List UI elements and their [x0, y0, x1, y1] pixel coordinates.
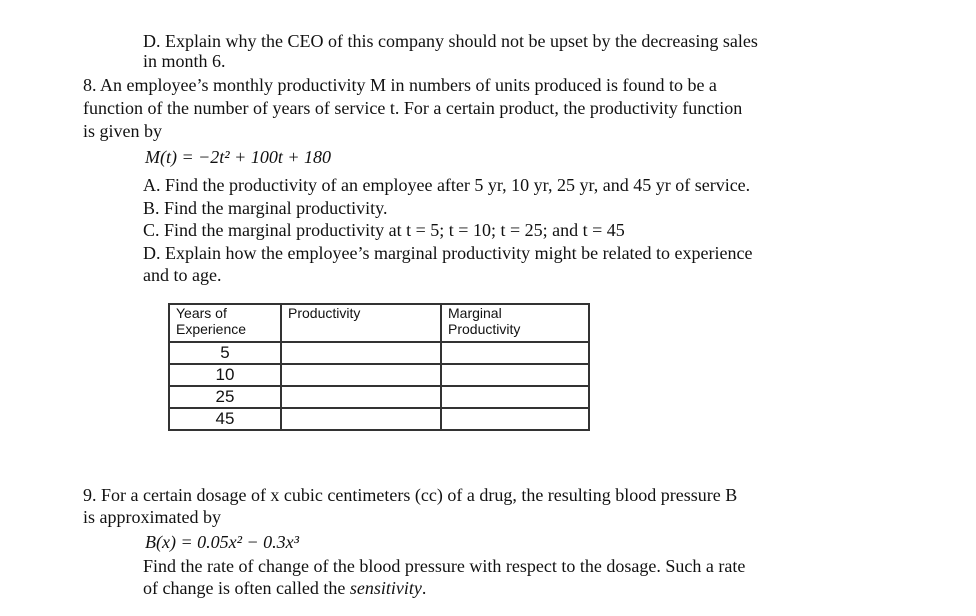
table-cell-marginal — [441, 342, 589, 364]
productivity-table — [168, 303, 590, 431]
table-row — [169, 364, 589, 386]
header-productivity — [281, 304, 441, 342]
table-cell-years: 5 — [169, 342, 281, 364]
table-row — [169, 408, 589, 430]
q9-equation — [145, 531, 299, 553]
table-cell-productivity — [281, 364, 441, 386]
table-cell-marginal — [441, 408, 589, 430]
table-row — [169, 342, 589, 364]
q8-equation — [145, 146, 331, 168]
header-years-of-experience — [169, 304, 281, 342]
prev-part-d-line2: in month 6. — [143, 51, 226, 71]
header-marginal-productivity — [441, 304, 589, 342]
q9-task-line2-prefix: of change is often called the — [143, 578, 346, 598]
header-productivity-line1: Productivity — [288, 305, 361, 321]
q8-equation-text: M(t) = −2t² + 100t + 180 — [145, 147, 331, 167]
q8-intro-line3: is given by — [83, 121, 162, 141]
header-years-line1: Years of — [176, 305, 227, 321]
q9-intro-line1: 9. For a certain dosage of x cubic centimeters (cc) of a drug, the resulting blood pressure B — [83, 485, 738, 505]
q8-part-d-line2: and to age. — [143, 265, 222, 285]
header-marginal-line1: Marginal — [448, 305, 502, 321]
q8-intro-line1: 8. An employee’s monthly productivity M in numbers of units produced is found to be a — [83, 75, 717, 95]
table-cell-marginal — [441, 364, 589, 386]
q9-task-line1: Find the rate of change of the blood pressure with respect to the dosage. Such a rate — [143, 556, 746, 576]
table-cell-years: 25 — [169, 386, 281, 408]
q8-part-d-line1: D. Explain how the employee’s marginal productivity might be related to experience — [143, 243, 753, 263]
header-years-line2: Experience — [176, 321, 247, 337]
table-cell-years: 45 — [169, 408, 281, 430]
q9-equation-text: B(x) = 0.05x² − 0.3x³ — [145, 532, 300, 552]
q8-part-c: C. Find the marginal productivity at t = 5; t = 10; t = 25; and t = 45 — [143, 220, 625, 240]
q8-part-a: A. Find the productivity of an employee after 5 yr, 10 yr, 25 yr, and 45 yr of service. — [143, 175, 751, 195]
header-marginal-line2: Productivity — [448, 321, 521, 337]
q9-task-line2 — [143, 577, 426, 599]
q8-intro-line2: function of the number of years of service t. For a certain product, the productivity function — [83, 98, 743, 118]
table-row — [169, 386, 589, 408]
q9-intro-line2: is approximated by — [83, 507, 221, 527]
table-cell-years: 10 — [169, 364, 281, 386]
q8-part-b: B. Find the marginal productivity. — [143, 198, 388, 218]
prev-part-d-line1: D. Explain why the CEO of this company should not be upset by the decreasing sales — [143, 31, 758, 51]
table-cell-productivity — [281, 386, 441, 408]
q9-task-line2-suffix: . — [421, 578, 427, 598]
table-header-row — [169, 304, 589, 342]
sensitivity-term: sensitivity — [349, 578, 422, 598]
table-cell-productivity — [281, 342, 441, 364]
table-cell-productivity — [281, 408, 441, 430]
table-cell-marginal — [441, 386, 589, 408]
